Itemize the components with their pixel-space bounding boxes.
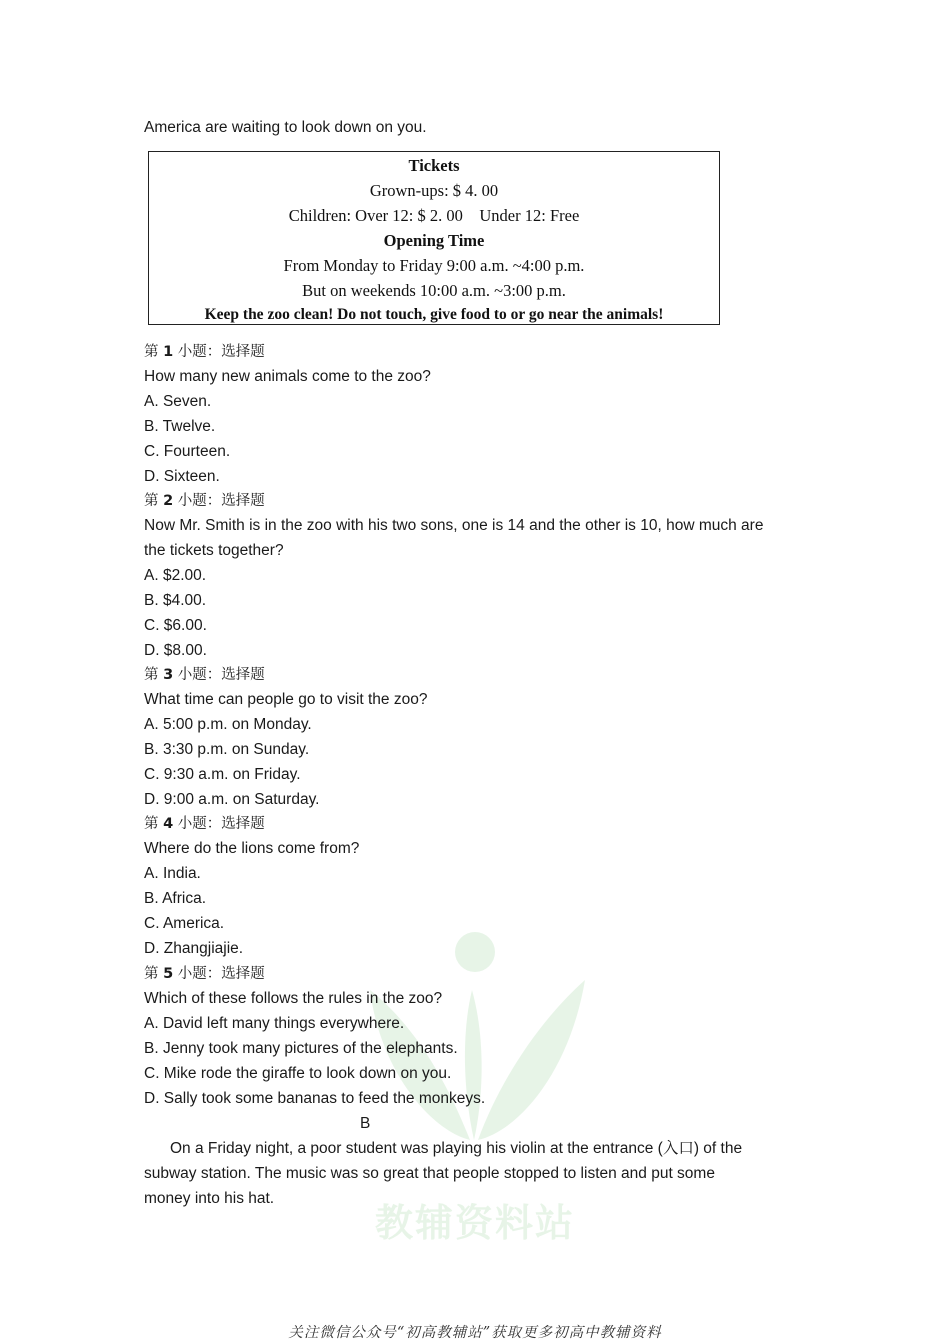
question-4-option-c: C. America. <box>144 915 225 932</box>
question-4-option-d: D. Zhangjiajie. <box>144 940 244 957</box>
question-2-header: 第 2 小题：选择题 <box>144 493 265 509</box>
question-2-option-d: D. $8.00. <box>144 642 207 659</box>
weekday-hours: From Monday to Friday 9:00 a.m. ~4:00 p.m. <box>283 256 585 275</box>
question-1-option-a: A. Seven. <box>144 393 212 410</box>
question-2-option-a: A. $2.00. <box>144 567 207 584</box>
question-4-text: Where do the lions come from? <box>144 840 360 857</box>
zoo-rules: Keep the zoo clean! Do not touch, give food to or go near the animals! <box>204 306 664 323</box>
question-1-option-b: B. Twelve. <box>144 418 216 435</box>
question-3-option-d: D. 9:00 a.m. on Saturday. <box>144 791 320 808</box>
children-price: Children: Over 12: $ 2. 00 Under 12: Free <box>288 206 580 225</box>
question-5-option-d: D. Sally took some bananas to feed the monkeys. <box>144 1090 486 1107</box>
question-5-option-c: C. Mike rode the giraffe to look down on you. <box>144 1065 452 1082</box>
footer-note: 关注微信公众号“初高教辅站”获取更多初高中教辅资料 <box>288 1325 662 1341</box>
question-5-option-a: A. David left many things everywhere. <box>144 1015 405 1032</box>
section-b-para-line-3: money into his hat. <box>144 1190 275 1207</box>
question-4-option-a: A. India. <box>144 865 201 882</box>
question-1-option-d: D. Sixteen. <box>144 468 220 485</box>
question-3-option-b: B. 3:30 p.m. on Sunday. <box>144 741 310 758</box>
question-1-text: How many new animals come to the zoo? <box>144 368 431 385</box>
weekend-hours: But on weekends 10:00 a.m. ~3:00 p.m. <box>302 281 566 300</box>
question-1-header: 第 1 小题：选择题 <box>144 344 265 360</box>
section-b-label: B <box>360 1115 371 1132</box>
question-4-option-b: B. Africa. <box>144 890 207 907</box>
intro-line: America are waiting to look down on you. <box>144 119 427 136</box>
question-3-header: 第 3 小题：选择题 <box>144 667 265 683</box>
ticket-info-box <box>148 151 720 325</box>
question-3-option-a: A. 5:00 p.m. on Monday. <box>144 716 312 733</box>
question-2-text-cont: the tickets together? <box>144 542 284 559</box>
question-4-header: 第 4 小题：选择题 <box>144 816 265 832</box>
question-3-option-c: C. 9:30 a.m. on Friday. <box>144 766 301 783</box>
question-3-text: What time can people go to visit the zoo? <box>144 691 428 708</box>
question-1-option-c: C. Fourteen. <box>144 443 231 460</box>
section-b-para-line-2: subway station. The music was so great that people stopped to listen and put some <box>144 1165 715 1182</box>
question-2-text: Now Mr. Smith is in the zoo with his two sons, one is 14 and the other is 10, how much are <box>144 517 764 534</box>
question-5-text: Which of these follows the rules in the zoo? <box>144 990 443 1007</box>
question-2-option-c: C. $6.00. <box>144 617 207 634</box>
tickets-heading: Tickets <box>408 156 460 175</box>
section-b-para-line-1: On a Friday night, a poor student was playing his violin at the entrance (入口) of the <box>170 1140 743 1157</box>
question-5-header: 第 5 小题：选择题 <box>144 966 265 982</box>
question-2-option-b: B. $4.00. <box>144 592 207 609</box>
opening-time-heading: Opening Time <box>383 231 485 250</box>
grownups-price: Grown-ups: $ 4. 00 <box>369 181 499 200</box>
question-5-option-b: B. Jenny took many pictures of the elephants. <box>144 1040 458 1057</box>
watermark-text: 教辅资料站 <box>374 1201 575 1245</box>
